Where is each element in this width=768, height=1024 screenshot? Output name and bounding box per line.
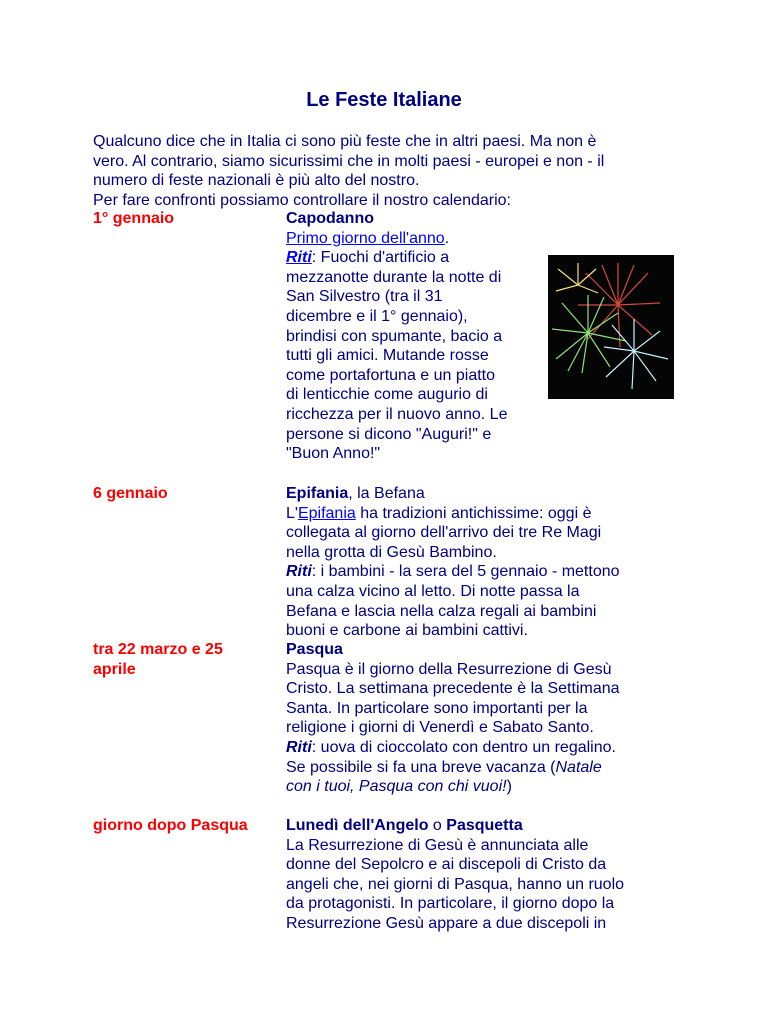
holiday-name: Epifania	[286, 485, 349, 502]
desc-text: : Fuochi d'artificio a	[311, 249, 450, 267]
holiday-name: Pasqua	[286, 641, 343, 658]
holiday-name-alt: Pasquetta	[446, 817, 523, 834]
desc-line: buoni e carbone ai bambini cattivi.	[286, 622, 528, 640]
desc-line: da protagonisti. In particolare, il giorno dopo la	[286, 895, 615, 913]
desc-line: ricchezza per il nuovo anno. Le	[286, 405, 508, 423]
desc-line: Resurrezione Gesù appare a due discepoli in	[286, 914, 607, 932]
desc-line: San Silvestro (tra il 31	[286, 288, 443, 306]
desc-text: : i bambini - la sera del 5 gennaio - mettono	[311, 563, 620, 581]
intro-line: numero di feste nazionali è più alto del nostro.	[93, 172, 420, 190]
riti-link[interactable]: Riti	[286, 249, 312, 267]
desc-line: mezzanotte durante la notte di	[286, 268, 502, 286]
holiday-name: Lunedì dell'Angelo	[286, 817, 429, 834]
desc-line: brindisi con spumante, bacio a	[286, 327, 503, 345]
holiday-name-sep: o	[428, 817, 447, 834]
holiday-name-suffix: , la Befana	[348, 485, 425, 502]
desc-text: : uova di cioccolato con dentro un regalino.	[311, 738, 616, 756]
fireworks-image	[548, 255, 674, 399]
holiday-description	[286, 816, 624, 934]
link-suffix: .	[444, 229, 450, 247]
riti-label: Riti	[286, 738, 312, 756]
intro-line: Qualcuno dice che in Italia ci sono più feste che in altri paesi. Ma non è	[93, 133, 597, 150]
intro-line: Per fare confronti possiamo controllare il nostro calendario:	[93, 191, 511, 209]
desc-line: nella grotta di Gesù Bambino.	[286, 543, 497, 561]
epifania-link[interactable]: Epifania	[297, 504, 356, 522]
desc-line: come portafortuna e un piatto	[286, 366, 496, 384]
desc-line: Santa. In particolare sono importanti per la	[286, 699, 588, 717]
desc-line: tutti gli amici. Mutande rosse	[286, 347, 489, 365]
desc-line: Cristo. La settimana precedente è la Settimana	[286, 680, 620, 698]
holiday-date: giorno dopo Pasqua	[93, 817, 248, 834]
page-title: Le Feste Italiane	[306, 89, 462, 111]
holiday-row-capodanno	[93, 209, 693, 469]
desc-line: una calza vicino al letto. Di notte passa la	[286, 582, 580, 600]
date-line: tra 22 marzo e 25	[93, 641, 223, 658]
desc-line: La Resurrezione di Gesù è annunciata alle	[286, 836, 589, 854]
holiday-row-pasquetta	[93, 816, 693, 936]
holiday-name: Capodanno	[286, 210, 374, 227]
desc-line: persone si dicono "Auguri!" e	[286, 425, 492, 443]
primo-giorno-link[interactable]: Primo giorno dell'anno	[286, 229, 445, 247]
intro-paragraph	[93, 132, 683, 210]
holiday-description	[286, 640, 620, 797]
holiday-row-pasqua	[93, 640, 693, 800]
date-line: aprile	[93, 660, 136, 678]
holiday-date: 6 gennaio	[93, 485, 168, 502]
desc-line: "Buon Anno!"	[286, 445, 381, 463]
riti-label: Riti	[286, 563, 312, 581]
desc-line: Befana e lascia nella calza regali ai bambini	[286, 602, 597, 620]
holiday-row-epifania	[93, 484, 693, 644]
desc-text: Se possibile si fa una breve vacanza (	[286, 758, 556, 776]
intro-line: vero. Al contrario, siamo sicurissimi che in molti paesi - europei e non - il	[93, 152, 605, 170]
holiday-date: 1° gennaio	[93, 210, 175, 227]
holiday-description	[286, 484, 620, 641]
holiday-date	[93, 640, 278, 679]
desc-line: religione i giorni di Venerdì e Sabato Santo.	[286, 719, 594, 737]
desc-text: )	[506, 778, 512, 796]
desc-line: dicembre e il 1° gennaio),	[286, 307, 468, 325]
desc-line: di lenticchie come augurio di	[286, 386, 488, 404]
prefix-text: L'	[286, 504, 298, 522]
italic-text: con i tuoi, Pasqua con chi vuoi!	[286, 778, 507, 796]
desc-line: collegata al giorno dell'arrivo dei tre Re Magi	[286, 524, 602, 542]
desc-line: Pasqua è il giorno della Resurrezione di Gesù	[286, 660, 612, 678]
desc-line: angeli che, nei giorni di Pasqua, hanno un ruolo	[286, 875, 625, 893]
desc-text: ha tradizioni antichissime: oggi è	[355, 504, 592, 522]
holiday-description	[286, 209, 507, 464]
desc-line: donne del Sepolcro e ai discepoli di Cristo da	[286, 856, 607, 874]
italic-text: Natale	[555, 758, 602, 776]
